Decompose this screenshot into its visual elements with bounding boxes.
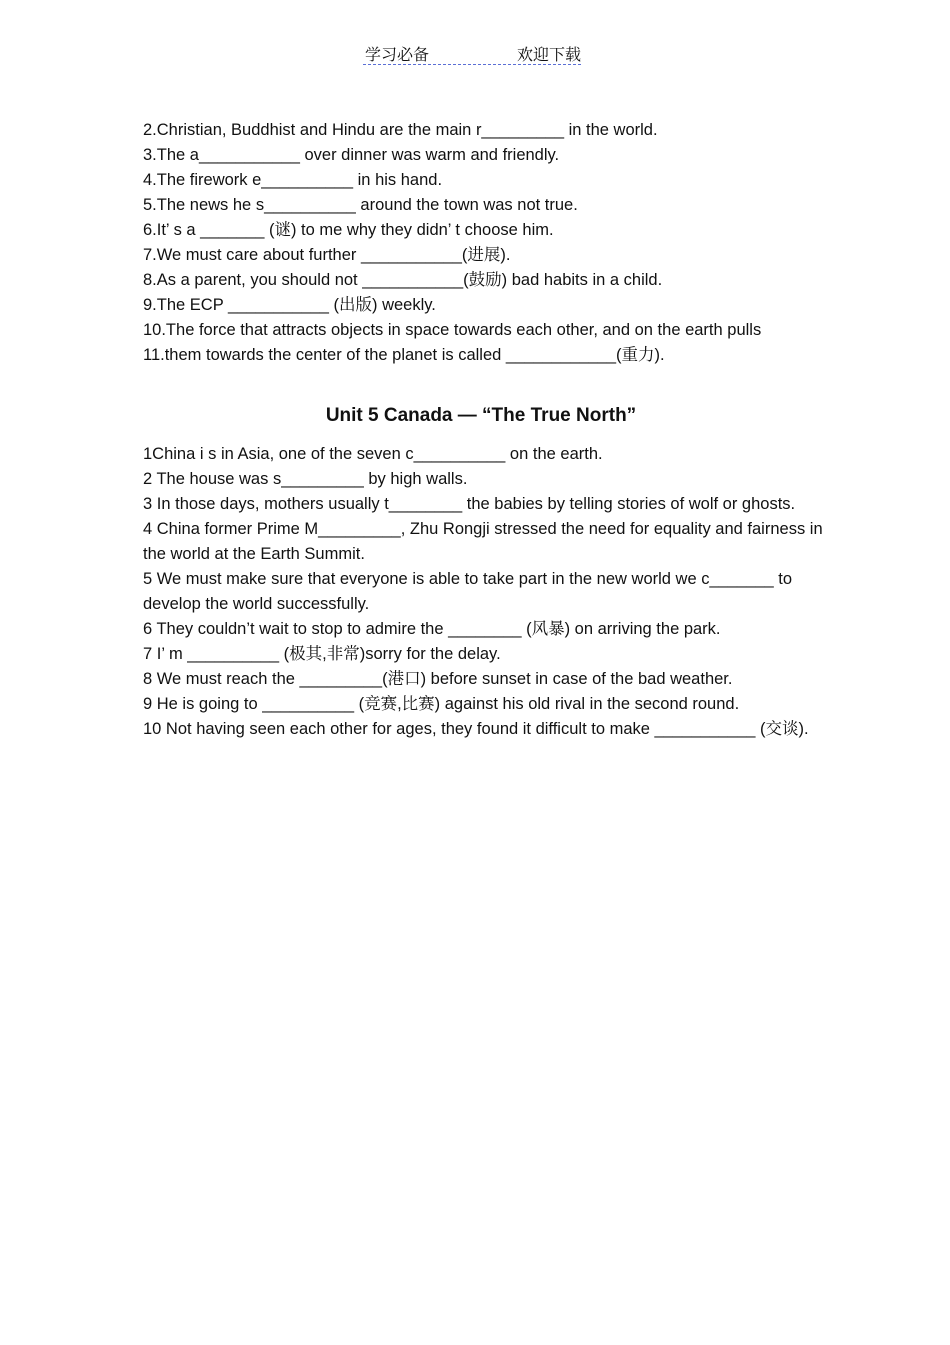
- page-header: [363, 40, 581, 65]
- exercise-item: 11.them towards the center of the planet is called ____________(重力).: [143, 346, 665, 364]
- header-left-text: 学习必备: [365, 45, 430, 64]
- exercise-item: 5 We must make sure that everyone is able to take part in the new world we c_______ to develop the world successfully.: [143, 570, 797, 613]
- exercise-item: 9.The ECP ___________ (出版) weekly.: [143, 296, 436, 314]
- exercise-block-1: [143, 118, 833, 368]
- exercise-item: 3 In those days, mothers usually t________ the babies by telling stories of wolf or ghosts.: [143, 495, 796, 513]
- exercise-item: 4 China former Prime M_________, Zhu Rongji stressed the need for equality and fairness in the world at the Earth Summit.: [143, 520, 828, 563]
- exercise-item: 2.Christian, Buddhist and Hindu are the main r_________ in the world.: [143, 121, 658, 139]
- exercise-item: 6.It’ s a _______ (谜) to me why they didn’ t choose him.: [143, 221, 554, 239]
- exercise-item: 6 They couldn’t wait to stop to admire the ________ (风暴) on arriving the park.: [143, 620, 721, 638]
- unit-title: Unit 5 Canada — “The True North”: [325, 405, 637, 426]
- exercise-item: 7 I’ m __________ (极其,非常)sorry for the delay.: [143, 645, 501, 663]
- exercise-item: 8 We must reach the _________(港口) before sunset in case of the bad weather.: [143, 670, 733, 688]
- exercise-item: 2 The house was s_________ by high walls.: [143, 470, 468, 488]
- exercise-block-2: [143, 442, 833, 742]
- exercise-item: 1China i s in Asia, one of the seven c__________ on the earth.: [143, 445, 603, 463]
- exercise-item: 8.As a parent, you should not ___________(鼓励) bad habits in a child.: [143, 271, 663, 289]
- header-right-text: 欢迎下载: [516, 45, 581, 64]
- exercise-item: 10 Not having seen each other for ages, they found it difficult to make ___________ (交谈).: [143, 720, 809, 738]
- exercise-item: 10.The force that attracts objects in space towards each other, and on the earth pulls: [143, 321, 762, 339]
- exercise-item: 5.The news he s__________ around the town was not true.: [143, 196, 578, 214]
- exercise-item: 7.We must care about further ___________(进展).: [143, 246, 511, 264]
- exercise-item: 4.The firework e__________ in his hand.: [143, 171, 443, 189]
- exercise-item: 9 He is going to __________ (竞赛,比赛) against his old rival in the second round.: [143, 695, 740, 713]
- exercise-item: 3.The a___________ over dinner was warm and friendly.: [143, 146, 560, 164]
